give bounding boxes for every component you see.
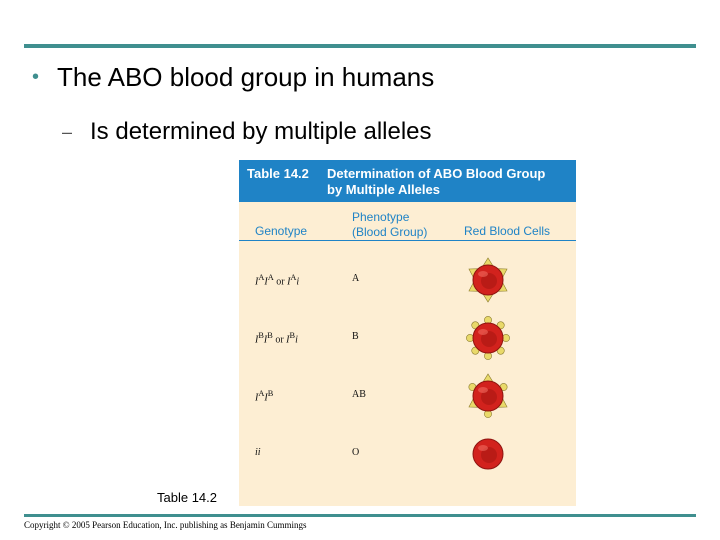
genotype-cell: $I^AI^B$: [255, 389, 274, 404]
table-number: Table 14.2: [247, 166, 309, 181]
genotype-cell: ii: [255, 447, 261, 458]
phenotype-cell: B: [352, 331, 359, 342]
bottom-rule: [24, 514, 696, 517]
red-blood-cell-figure: [465, 257, 511, 308]
col-header-genotype: Genotype: [255, 224, 308, 238]
top-rule: [24, 44, 696, 48]
table-title-line1: Determination of ABO Blood Group: [327, 166, 546, 181]
red-blood-cell-icon: [465, 315, 511, 361]
col-header-phenotype-line2: (Blood Group): [352, 225, 428, 239]
bullet-marker: •: [32, 66, 40, 88]
table-title-line2: by Multiple Alleles: [327, 182, 440, 197]
col-header-phenotype: [352, 210, 427, 240]
red-blood-cell-icon: [465, 257, 511, 303]
red-blood-cell-icon: [465, 373, 511, 419]
table-header: [239, 160, 576, 202]
bullet-sub: [62, 118, 432, 146]
red-blood-cell-figure: [465, 431, 511, 482]
sub-bullet-marker: –: [62, 121, 73, 142]
genotype-cell: $I^BI^B$ or $I^Bi$: [255, 331, 298, 346]
abo-table: [239, 160, 576, 506]
genotype-cell: $I^AI^A$ or $I^Ai$: [255, 273, 300, 288]
phenotype-cell: A: [352, 273, 360, 284]
bullet-main-text: The ABO blood group in humans: [57, 62, 435, 92]
table-caption: Table 14.2: [157, 490, 217, 505]
bullet-sub-text: Is determined by multiple alleles: [90, 118, 432, 145]
red-blood-cell-icon: [465, 431, 511, 477]
red-blood-cell-figure: [465, 373, 511, 424]
phenotype-cell: AB: [352, 389, 366, 400]
header-divider: [239, 240, 576, 241]
phenotype-cell: O: [352, 447, 360, 458]
col-header-cells: Red Blood Cells: [464, 224, 551, 238]
bullet-main: [32, 62, 434, 93]
col-header-phenotype-line1: Phenotype: [352, 210, 410, 224]
table-title: [327, 166, 545, 198]
copyright-text: Copyright © 2005 Pearson Education, Inc. publishing as Benjamin Cummings: [24, 520, 307, 530]
red-blood-cell-figure: [465, 315, 511, 366]
